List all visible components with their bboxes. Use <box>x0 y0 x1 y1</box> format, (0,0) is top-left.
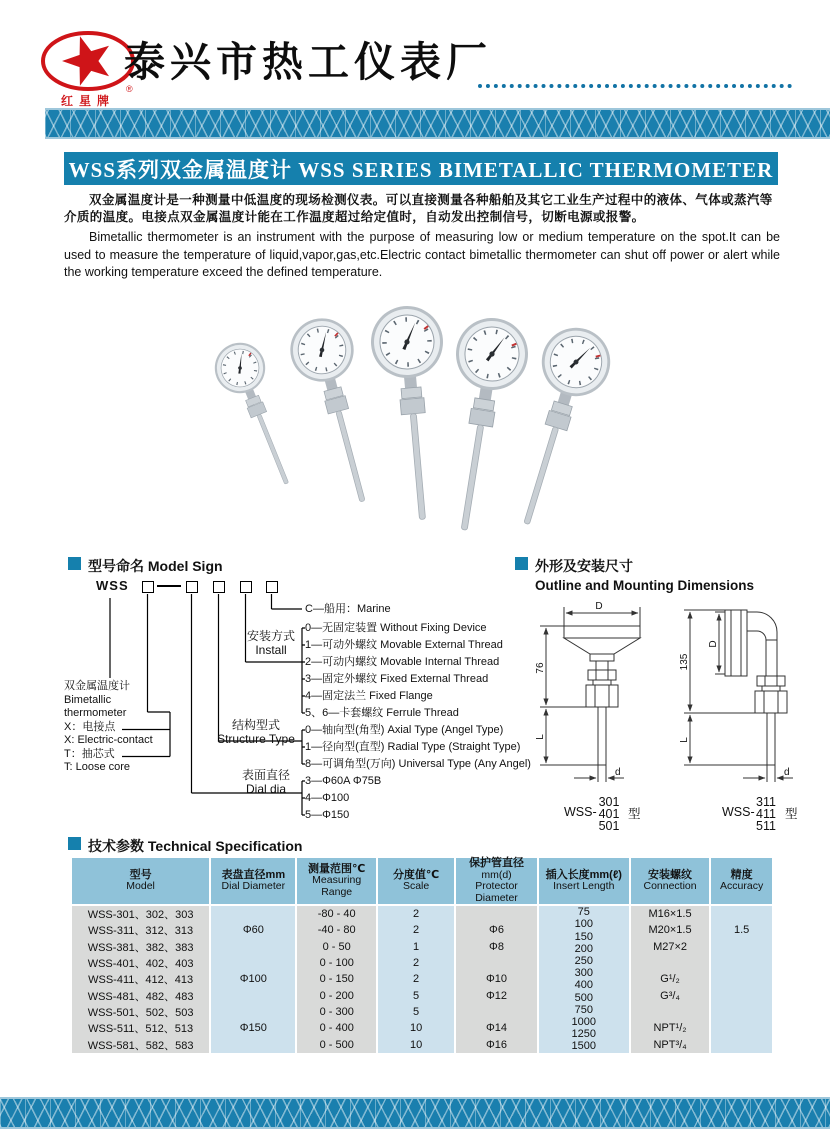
dim-76: 76 <box>535 662 546 674</box>
col-insert: 插入长度mm(ℓ) Insert Length <box>539 858 629 904</box>
dim-D-left: D <box>595 601 603 612</box>
accuracy-value: 1.5 <box>733 924 750 937</box>
decorative-band-top <box>45 108 830 139</box>
outline-header <box>515 556 754 593</box>
insert-length-column <box>539 906 629 1053</box>
option-dial-5: 5—Φ150 <box>305 809 350 821</box>
spec-table-head <box>72 858 772 904</box>
accuracy-column <box>711 906 772 1053</box>
company-name: 泰兴市热工仪表厂 <box>124 39 492 85</box>
model-box-3 <box>213 581 225 593</box>
model-box-5 <box>266 581 278 593</box>
svg-text:411: 411 <box>756 807 776 821</box>
spec-header <box>68 836 302 856</box>
section-marker-icon <box>515 557 528 570</box>
option-install-4: 4—固定法兰 Fixed Flange <box>305 690 433 702</box>
col-connection: 安装螺纹 Connection <box>631 858 709 904</box>
right-model-prefix: WSS- <box>722 805 755 819</box>
model-dash <box>157 585 181 587</box>
dimension-drawings <box>512 596 824 838</box>
spec-title: 技术参数 Technical Specification <box>88 838 303 854</box>
svg-text:401: 401 <box>598 807 620 821</box>
intro-paragraph-en: Bimetallic thermometer is an instrument with the purpose of measuring low or medium temperature on the spot.It can be used to measure the temperature of liquid,vapor,gas,etc.Electric contact bimetallic thermometer can shut off power or alert while the working temperature exceed the defined temperature. <box>64 230 780 279</box>
product-photo <box>170 282 650 537</box>
svg-text:311: 311 <box>756 795 776 809</box>
model-box-4 <box>240 581 252 593</box>
protector-diameter-column: Φ6 Φ8 Φ10 Φ12 Φ14 Φ16 <box>456 906 536 1053</box>
outline-title-zh: 外形及安装尺寸 <box>535 558 633 574</box>
right-model-suffix: 型 <box>785 807 798 821</box>
col-dial: 表盘直径mm Dial Diameter <box>211 858 295 904</box>
thermometers-illustration <box>170 282 650 532</box>
structure-label: 结构型式 Structure Type <box>217 718 295 746</box>
model-box-2 <box>186 581 198 593</box>
section-marker-icon <box>68 557 81 570</box>
outline-title-en: Outline and Mounting Dimensions <box>535 578 754 593</box>
col-accuracy: 精度 Accuracy <box>711 858 772 904</box>
option-install-2: 2—可动内螺纹 Movable Internal Thread <box>305 656 500 668</box>
col-model: 型号 Model <box>72 858 209 904</box>
option-install-5: 5、6—卡套螺纹 Ferrule Thread <box>305 707 459 719</box>
left-model-suffix: 型 <box>628 807 641 821</box>
dotted-leader <box>478 54 792 88</box>
section-marker-icon <box>68 837 81 850</box>
option-install-1: 1—可动外螺纹 Movable External Thread <box>305 639 503 651</box>
outline-drawings <box>512 596 824 843</box>
model-box-1 <box>142 581 154 593</box>
dim-L-left: L <box>535 734 546 740</box>
intro-section <box>64 192 780 282</box>
table-cell: 2 <box>413 908 420 921</box>
option-structure-0: 0—轴向型(角型) Axial Type (Angel Type) <box>305 724 504 736</box>
install-label: 安装方式 Install <box>246 629 295 657</box>
table-cell <box>456 906 536 922</box>
spec-table <box>72 858 772 1053</box>
svg-text:301: 301 <box>598 795 620 809</box>
option-dial-3: 3—Φ60A Φ75B <box>305 775 382 787</box>
table-cell: -80 - 40 <box>317 908 356 921</box>
dim-d-left: d <box>615 767 621 778</box>
table-cell: Φ60 <box>242 924 264 937</box>
table-cell: WSS-301、302、303 <box>87 909 194 922</box>
model-column: WSS-301、302、303 WSS-311、312、313 WSS-381、382、383 WSS-401、402、403 WSS-411、412、413 WSS-481、482、483 WSS-501、502、503 WSS-511、512、513 WSS-581、582、583 <box>72 906 209 1053</box>
model-sign-title: 型号命名 Model Sign <box>88 558 223 574</box>
option-install-0: 0—无固定装置 Without Fixing Device <box>305 622 487 634</box>
svg-text:511: 511 <box>756 819 776 833</box>
measuring-range-column: -80 - 40 -40 - 80 0 - 50 0 - 100 0 - 150 0 - 200 0 - 300 0 - 400 0 - 500 <box>297 906 375 1053</box>
option-structure-8: 8—可调角型(万向) Universal Type (Any Angel) <box>305 758 531 770</box>
insert-length-list: 75 100 150 200 250 300 400 500 750 1000 1250 1500 <box>571 906 596 1053</box>
spec-table-body <box>72 906 772 1053</box>
dim-D-right: D <box>708 640 719 648</box>
col-scale: 分度值℃ Scale <box>378 858 454 904</box>
svg-text:501: 501 <box>598 819 620 833</box>
model-prefix: WSS <box>96 578 129 593</box>
connection-column: M16×1.5 M20×1.5 M27×2 G¹/₂ G³/₄ NPT¹/₂ NPT³/₄ <box>631 906 709 1053</box>
logo-brand-text: 红星牌 <box>60 94 115 108</box>
thermometer-type-legend: 双金属温度计 Bimetallic thermometer X：电接点 X: Electric-contact T：抽芯式 T: Loose core <box>64 680 153 773</box>
option-install-3: 3—固定外螺纹 Fixed External Thread <box>305 673 489 685</box>
option-marine: C—船用：Marine <box>305 603 391 615</box>
dial-dia-label: 表面直径 Dial dia <box>241 768 290 796</box>
series-title: WSS系列双金属温度计 WSS SERIES BIMETALLIC THERMOMETER <box>68 157 774 182</box>
scale-column: 2 2 1 2 2 5 5 10 10 <box>378 906 454 1053</box>
series-title-bar <box>64 152 778 185</box>
model-sign-diagram <box>62 572 531 834</box>
dim-d-right: d <box>784 767 790 778</box>
option-structure-1: 1—径向型(直型) Radial Type (Straight Type) <box>305 741 521 753</box>
dim-135: 135 <box>679 653 690 671</box>
col-range: 测量范围℃ Measuring Range <box>297 858 375 904</box>
option-dial-4: 4—Φ100 <box>305 792 350 804</box>
left-model-prefix: WSS- <box>564 805 597 819</box>
intro-paragraph-zh: 双金属温度计是一种测量中低温度的现场检测仪表。可以直接测量各种船舶及其它工业生产过程中的液体、气体或蒸汽等介质的温度。电接点双金属温度计能在工作温度超过给定值时，自动发出控制信号，切断电源或报警。 <box>64 193 773 224</box>
dim-L-right: L <box>679 737 690 743</box>
col-protector: 保护管直径 mm(d) Protector Diameter <box>456 858 536 904</box>
decorative-band-bottom <box>0 1097 830 1129</box>
table-cell: M16×1.5 <box>648 908 692 921</box>
registered-mark: ® <box>126 84 133 94</box>
dial-diameter-column: Φ60 Φ100 Φ150 <box>211 906 295 1053</box>
